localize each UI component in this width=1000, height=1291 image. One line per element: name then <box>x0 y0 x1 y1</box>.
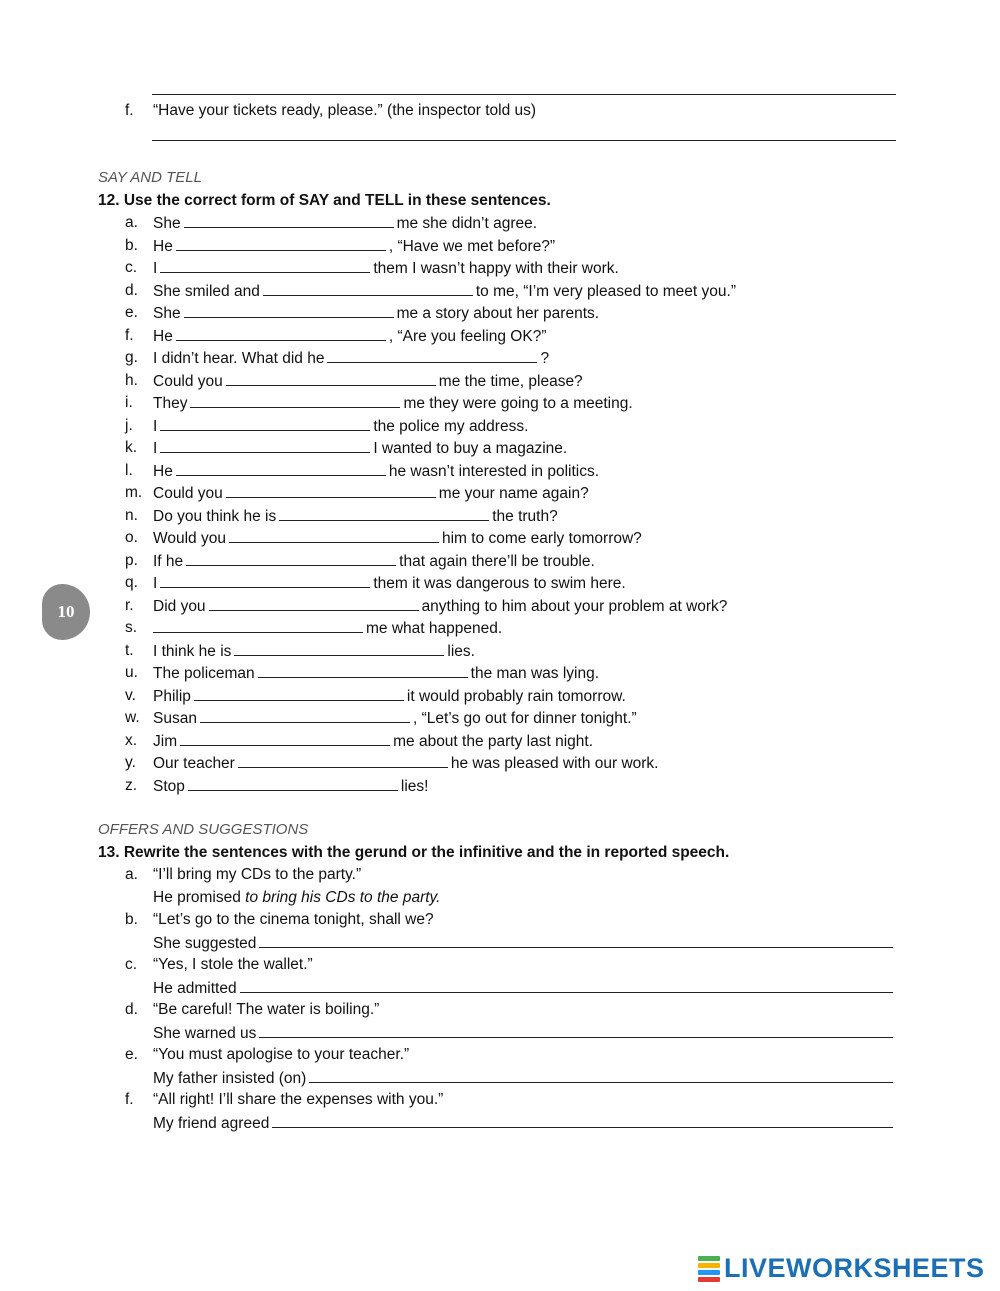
item-text-before: I <box>153 575 158 592</box>
item-text-after: the truth? <box>492 507 558 525</box>
item-letter: j. <box>125 416 133 434</box>
item-quote: “Be careful! The water is boiling.” <box>153 1001 380 1018</box>
item-text-after: him to come early tomorrow? <box>441 530 642 547</box>
item-prompt: He admitted <box>153 979 237 997</box>
item-letter: w. <box>125 709 140 726</box>
item-letter: p. <box>125 551 138 569</box>
item-letter: q. <box>125 574 138 591</box>
item-letter: d. <box>125 1001 138 1018</box>
item-text-after: me what happened. <box>366 620 503 637</box>
item-letter: f. <box>125 326 134 344</box>
item-text-after: me the time, please? <box>438 372 583 390</box>
item-letter: b. <box>125 911 138 928</box>
answer-blank[interactable] <box>190 393 400 408</box>
item-text-after: the man was lying. <box>470 665 600 682</box>
item-prompt-row <box>153 1068 896 1089</box>
item-text-after: lies! <box>400 777 429 795</box>
answer-blank[interactable] <box>263 281 473 296</box>
item-letter: m. <box>125 484 143 501</box>
item-text-before: Could you <box>153 485 223 502</box>
item-text-after: ? <box>540 350 550 367</box>
top-item-text: “Have your tickets ready, please.” (the inspector told us) <box>153 102 537 119</box>
item-letter: l. <box>125 461 133 479</box>
answer-blank[interactable] <box>186 551 396 566</box>
answer-blank[interactable] <box>184 213 394 228</box>
item-text-before: He <box>153 462 173 480</box>
answer-blank[interactable] <box>153 618 363 633</box>
item-letter: e. <box>125 1046 138 1063</box>
item-text-before: I <box>153 417 158 435</box>
item-letter: s. <box>125 619 138 636</box>
item-text-after: I wanted to buy a magazine. <box>373 440 568 457</box>
item-letter: a. <box>125 214 138 231</box>
answer-blank[interactable] <box>160 258 370 273</box>
section-title-offers: OFFERS AND SUGGESTIONS <box>98 821 309 838</box>
answer-blank[interactable] <box>194 686 404 701</box>
answer-blank[interactable] <box>176 326 386 341</box>
item-text-after: them I wasn’t happy with their work. <box>373 260 619 277</box>
item-text-before: Would you <box>153 530 226 547</box>
answer-blank[interactable] <box>238 753 448 768</box>
item-text-after: them it was dangerous to swim here. <box>373 575 626 592</box>
section-title-say-tell: SAY AND TELL <box>98 169 202 186</box>
item-prompt-row <box>153 978 896 999</box>
page-number-badge <box>42 584 90 640</box>
item-prompt-row <box>153 1023 896 1044</box>
answer-blank[interactable] <box>229 528 439 543</box>
answer-line-top[interactable] <box>152 94 896 95</box>
item-text-after: he wasn’t interested in politics. <box>388 462 600 480</box>
item-quote: “All right! I’ll share the expenses with you.” <box>153 1091 444 1108</box>
answer-blank[interactable] <box>176 461 386 476</box>
brand-name: LIVEWORKSHEETS <box>724 1253 985 1283</box>
item-text-before: Did you <box>153 597 206 615</box>
item-letter: b. <box>125 236 138 254</box>
item-prompt-row <box>153 1113 896 1134</box>
brand-footer <box>698 1253 985 1284</box>
item-letter: y. <box>125 754 136 771</box>
answer-blank[interactable] <box>226 371 436 386</box>
item-prompt: She suggested <box>153 934 257 952</box>
answer-blank[interactable] <box>209 596 419 611</box>
item-text-after: it would probably rain tomorrow. <box>406 687 626 705</box>
item-text-before: Our teacher <box>153 755 235 772</box>
item-prompt: My friend agreed <box>153 1114 270 1132</box>
item-letter: c. <box>125 956 138 973</box>
item-text-before: She smiled and <box>153 282 260 300</box>
item-text-before: Philip <box>153 687 191 705</box>
item-text-after: me about the party last night. <box>393 732 594 750</box>
answer-blank[interactable] <box>234 641 444 656</box>
item-text-after: the police my address. <box>373 417 529 435</box>
item-text-before: She <box>153 215 181 232</box>
item-text-after: me she didn’t agree. <box>396 215 538 232</box>
item-text-before: Susan <box>153 710 197 727</box>
answer-blank[interactable] <box>176 236 386 251</box>
item-letter: k. <box>125 439 138 456</box>
answer-blank[interactable] <box>180 731 390 746</box>
top-item-letter: f. <box>125 102 134 119</box>
answer-blank[interactable] <box>327 348 537 363</box>
item-text-before: If he <box>153 552 184 570</box>
answer-blank[interactable] <box>258 663 468 678</box>
answer-blank[interactable] <box>240 978 893 993</box>
item-text-after: anything to him about your problem at work? <box>421 597 728 615</box>
item-text-before: I didn’t hear. What did he <box>153 350 325 367</box>
item-text-before: I <box>153 260 158 277</box>
item-text-after: me a story about her parents. <box>396 305 600 322</box>
item-letter: v. <box>125 686 136 704</box>
answer-blank[interactable] <box>184 303 394 318</box>
item-letter: a. <box>125 866 138 883</box>
item-text-before: Stop <box>153 777 185 795</box>
item-letter: o. <box>125 529 138 546</box>
exercise-13-title: 13. Rewrite the sentences with the gerund or the infinitive and the in reported speech. <box>98 844 730 861</box>
item-letter: g. <box>125 349 138 366</box>
item-prompt: My father insisted (on) <box>153 1069 307 1087</box>
item-prompt: She warned us <box>153 1024 257 1042</box>
answer-blank[interactable] <box>272 1113 893 1128</box>
answer-blank[interactable] <box>160 416 370 431</box>
item-letter: c. <box>125 259 138 276</box>
answer-blank[interactable] <box>188 776 398 791</box>
item-prompt: He promised <box>153 888 241 906</box>
item-text-after: , “Have we met before?” <box>388 237 556 255</box>
item-quote: “Yes, I stole the wallet.” <box>153 956 313 973</box>
exercise-12-title: 12. Use the correct form of SAY and TELL in these sentences. <box>98 192 551 209</box>
item-text-before: He <box>153 327 173 345</box>
answer-blank[interactable] <box>200 708 410 723</box>
item-letter: d. <box>125 281 138 299</box>
example-answer: to bring his CDs to the party. <box>240 888 441 906</box>
item-text-before: They <box>153 395 188 412</box>
page-number: 10 <box>57 602 75 621</box>
item-text-after: that again there’ll be trouble. <box>399 552 595 570</box>
item-letter: e. <box>125 304 138 321</box>
item-text-before: He <box>153 237 173 255</box>
item-letter: h. <box>125 371 138 389</box>
answer-line-f[interactable] <box>152 140 896 141</box>
item-text-before: Do you think he is <box>153 507 277 525</box>
item-text-after: lies. <box>447 642 475 660</box>
answer-blank[interactable] <box>226 483 436 498</box>
answer-blank[interactable] <box>259 933 893 948</box>
item-text-before: She <box>153 305 181 322</box>
item-quote: “I’ll bring my CDs to the party.” <box>153 866 362 883</box>
liveworksheets-logo-icon <box>698 1256 720 1282</box>
item-letter: t. <box>125 641 134 659</box>
item-text-after: me they were going to a meeting. <box>403 395 633 412</box>
item-text-after: me your name again? <box>438 485 589 502</box>
answer-blank[interactable] <box>160 573 370 588</box>
item-letter: z. <box>125 776 138 794</box>
item-text-after: , “Are you feeling OK?” <box>388 327 547 345</box>
item-text-before: Jim <box>153 732 178 750</box>
item-prompt-row <box>153 933 896 954</box>
item-quote: “Let’s go to the cinema tonight, shall we? <box>153 911 434 928</box>
item-letter: r. <box>125 596 134 614</box>
item-letter: x. <box>125 731 138 749</box>
answer-blank[interactable] <box>279 506 489 521</box>
item-letter: u. <box>125 664 138 681</box>
item-text-before: Could you <box>153 372 223 390</box>
item-text-before: I think he is <box>153 642 232 660</box>
item-text-after: , “Let’s go out for dinner tonight.” <box>412 710 637 727</box>
answer-blank[interactable] <box>259 1023 893 1038</box>
answer-blank[interactable] <box>309 1068 893 1083</box>
item-quote: “You must apologise to your teacher.” <box>153 1046 410 1063</box>
item-text-after: to me, “I’m very pleased to meet you.” <box>475 282 736 300</box>
item-text-before: I <box>153 440 158 457</box>
item-letter: f. <box>125 1091 134 1108</box>
item-prompt-row <box>153 888 440 908</box>
item-letter: n. <box>125 506 138 524</box>
answer-blank[interactable] <box>160 438 370 453</box>
item-letter: i. <box>125 394 133 411</box>
item-text-after: he was pleased with our work. <box>450 755 659 772</box>
item-text-before: The policeman <box>153 665 255 682</box>
